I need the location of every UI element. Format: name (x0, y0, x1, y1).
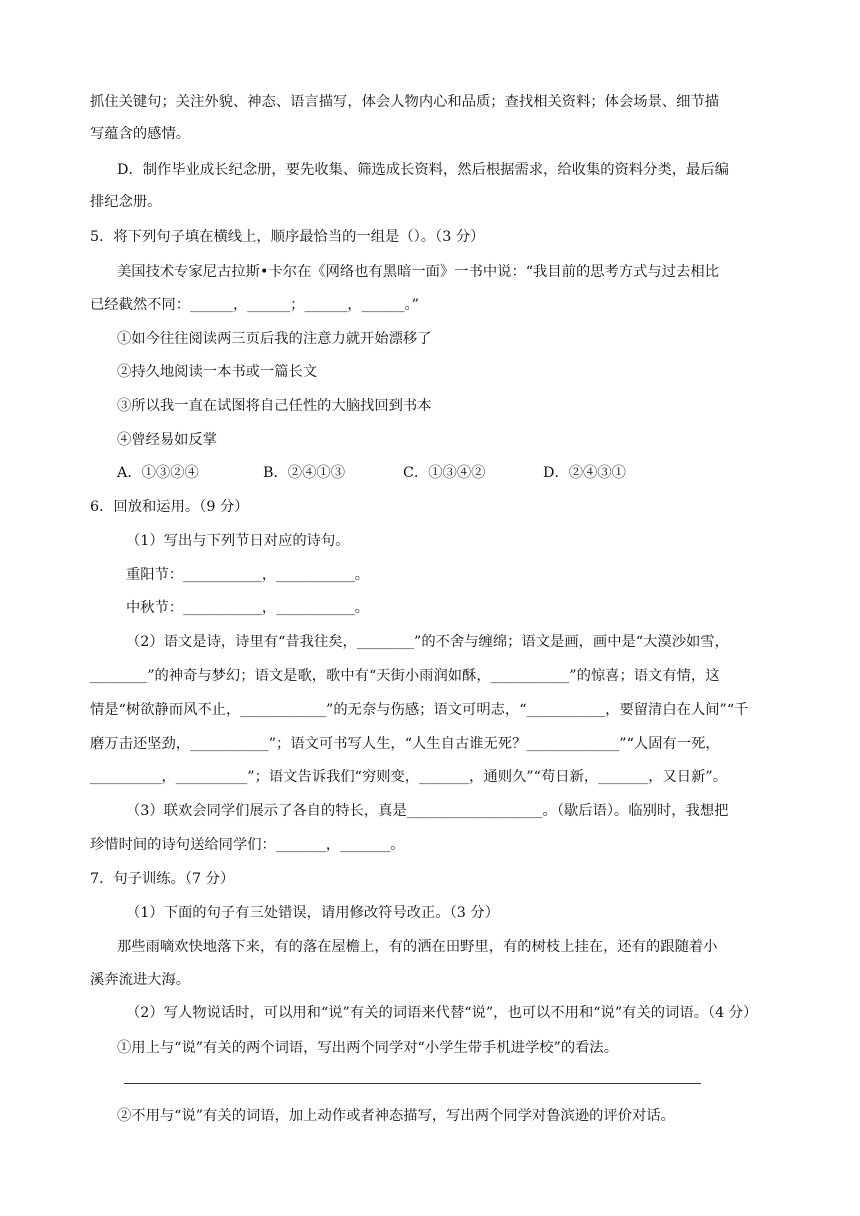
question-5-heading: 5．将下列句子填在横线上，顺序最恰当的一组是（）。（3 分） (90, 229, 485, 245)
text-line: 重阳节：___________，___________。 (126, 567, 370, 583)
text-line: 中秋节：___________，___________。 (126, 600, 370, 616)
option-b: B．②④①③ (263, 465, 345, 481)
sentence-item: ③所以我一直在试图将自己任性的大脑找回到书本 (117, 398, 432, 414)
text-line: ②不用与“说”有关的词语，加上动作或者神态描写，写出两个同学对鲁滨逊的评价对话。 (117, 1108, 675, 1124)
text-line: D．制作毕业成长纪念册，要先收集、筛选成长资料，然后根据需求，给收集的资料分类，最后编 (117, 162, 729, 178)
text-line: （2）写人物说话时，可以用和“说”有关的词语来代替“说”，也可以不用和“说”有关的词语。（4 分） (126, 1005, 758, 1021)
text-line: 磨万击还坚劲，___________”；语文可书写人生，“人生自古谁无死？_____________”“人固有一死， (90, 736, 720, 752)
question-7-heading: 7．句子训练。（7 分） (90, 871, 235, 887)
text-line: 溪奔流进大海。 (90, 972, 191, 988)
option-a: A．①③②④ (117, 465, 199, 481)
option-c: C．①③④② (403, 465, 486, 481)
sentence-item: ④曾经易如反掌 (117, 432, 218, 448)
answer-line (124, 1083, 701, 1084)
text-line: __________，__________”；语文告诉我们“穷则变，_______，通则久”“苟日新，_______，又日新”。 (90, 769, 728, 785)
sentence-item: ①如今往往阅读两三页后我的注意力就开始漂移了 (117, 331, 432, 347)
text-line: 那些雨嘀欢快地落下来，有的落在屋檐上，有的洒在田野里，有的树枝上挂在，还有的跟随着小 (117, 939, 718, 955)
text-line: 抓住关键句；关注外貌、神态、语言描写，体会人物内心和品质；查找相关资料；体会场景、细节描 (90, 94, 720, 110)
text-line: ________”的神奇与梦幻；语文是歌，歌中有“天街小雨润如酥，___________”的惊喜；语文有情，这 (90, 668, 720, 684)
text-line: ①用上与“说”有关的两个词语，写出两个同学对“小学生带手机进学校”的看法。 (117, 1040, 619, 1056)
text-line: 排纪念册。 (90, 194, 162, 210)
sentence-item: ②持久地阅读一本书或一篇长文 (117, 364, 318, 380)
text-line: （1）写出与下列节日对应的诗句。 (126, 533, 350, 549)
text-line: （1）下面的句子有三处错误，请用修改符号改正。（3 分） (126, 905, 500, 921)
text-line: （2）语文是诗，诗里有“昔我往矣，________”的不舍与缠绵；语文是画，画中是“大漠沙如雪， (126, 634, 729, 650)
question-6-heading: 6．回放和运用。（9 分） (90, 499, 249, 515)
text-line: 已经截然不同：______，______；______，______。” (90, 297, 419, 313)
text-line: 美国技术专家尼古拉斯•卡尔在《网络也有黑暗一面》一书中说：“我目前的思考方式与过去相比 (117, 264, 719, 280)
text-line: （3）联欢会同学们展示了各自的特长，真是___________________。（歇后语）。临别时，我想把 (126, 803, 729, 819)
text-line: 珍惜时间的诗句送给同学们：_______，_______。 (90, 837, 405, 853)
text-line: 写蕴含的感情。 (90, 126, 191, 142)
option-d: D．②④③① (543, 465, 626, 481)
text-line: 情是“树欲静而风不止，____________”的无奈与伤感；语文可明志，“___________，要留清白在人间”“千 (90, 702, 749, 718)
